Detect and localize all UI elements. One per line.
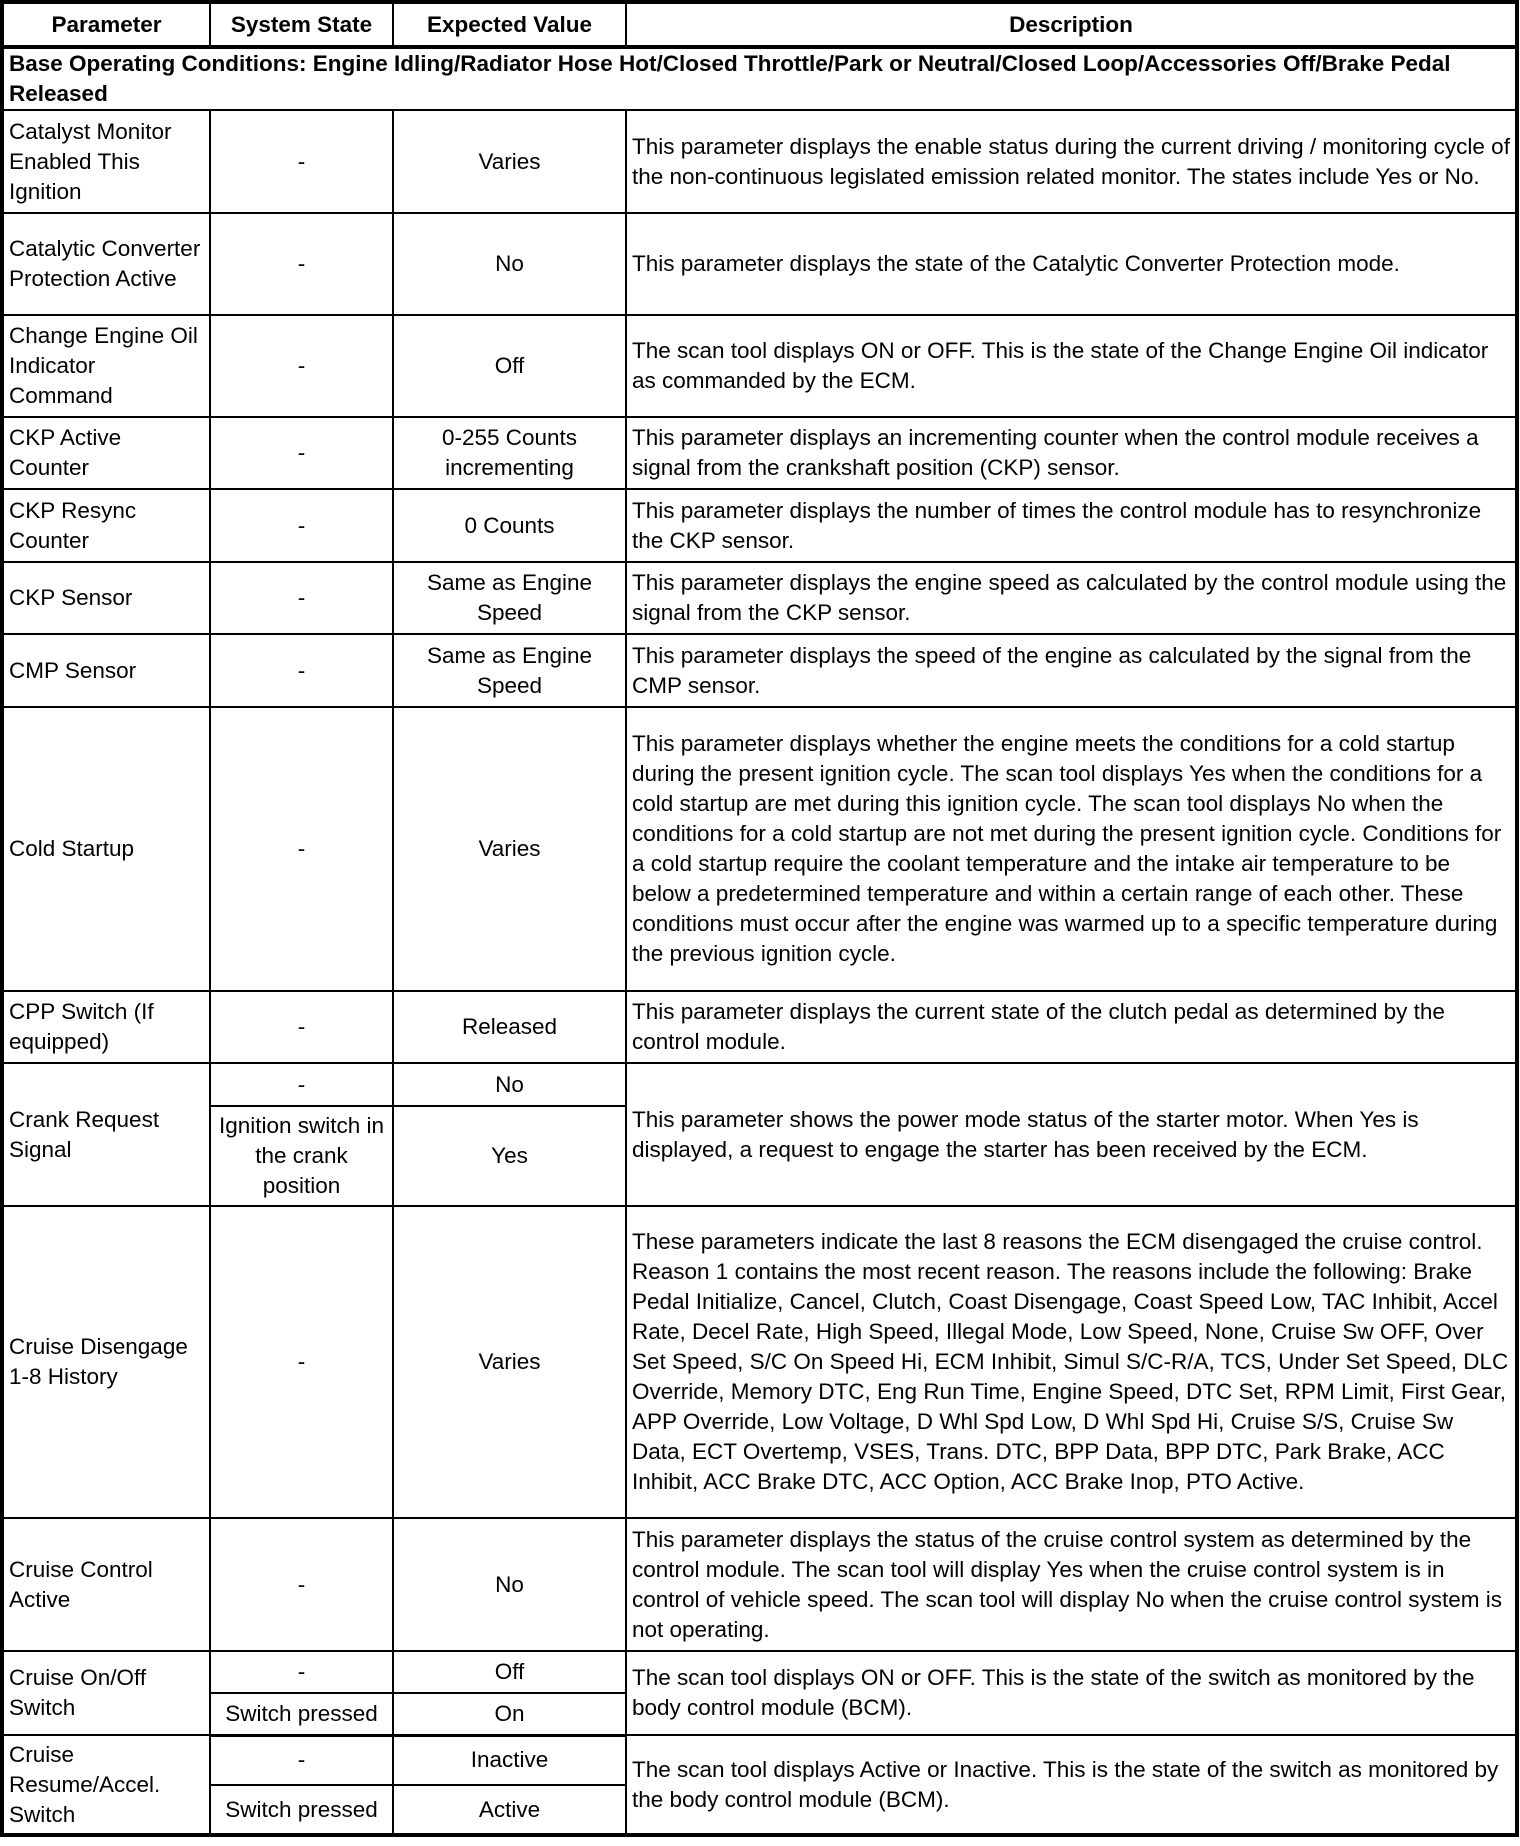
- description-cell: This parameter displays whether the engine meets the conditions for a cold startup during the present ignition cycle. The scan tool displays Yes when the conditions for a cold startup are met during this ignition cycle. The scan tool displays No when the conditions for a cold startup are not met during the present ignition cycle. Conditions for a cold startup require the coolant temperature and the intake air temperature to be below a predetermined temperature and within a certain range of each other. These conditions must occur after the engine was warmed up to a specific temperature during the previous ignition cycle.: [626, 707, 1517, 991]
- system-state-cell: Switch pressed: [210, 1785, 393, 1835]
- description-cell: This parameter displays the enable status during the current driving / monitoring cycle of the non-continuous legislated emission related monitor. The states include Yes or No.: [626, 110, 1517, 213]
- system-state-cell: -: [210, 1651, 393, 1693]
- system-state-cell: -: [210, 562, 393, 634]
- parameter-cell: CKP Resync Counter: [2, 489, 210, 562]
- section-header-row: [2, 47, 1517, 110]
- table-row: [2, 562, 1517, 634]
- header-description: Description: [626, 2, 1517, 47]
- expected-value-cell: Varies: [393, 707, 626, 991]
- table-header-row: [2, 2, 1517, 47]
- description-cell: The scan tool displays ON or OFF. This is the state of the switch as monitored by the body control module (BCM).: [626, 1651, 1517, 1735]
- system-state-cell: -: [210, 1735, 393, 1785]
- parameter-cell: Catalyst Monitor Enabled This Ignition: [2, 110, 210, 213]
- system-state-cell: Switch pressed: [210, 1693, 393, 1735]
- table-row: [2, 213, 1517, 315]
- description-cell: These parameters indicate the last 8 reasons the ECM disengaged the cruise control. Reason 1 contains the most recent reason. The reasons include the following: Brake Pedal Initialize, Cancel, Clutch, Coast Disengage, Coast Speed Low, TAC Inhibit, Accel Rate, Decel Rate, High Speed, Illegal Mode, Low Speed, None, Cruise Sw OFF, Over Set Speed, S/C On Speed Hi, ECM Inhibit, Simul S/C-R/A, TCS, Under Set Speed, DLC Override, Memory DTC, Eng Run Time, Engine Speed, DTC Set, RPM Limit, First Gear, APP Override, Low Voltage, D Whl Spd Low, D Whl Spd Hi, Cruise S/S, Cruise Sw Data, ECT Overtemp, VSES, Trans. DTC, BPP Data, BPP DTC, Park Brake, ACC Inhibit, ACC Brake DTC, ACC Option, ACC Brake Inop, PTO Active.: [626, 1206, 1517, 1518]
- system-state-cell: -: [210, 707, 393, 991]
- expected-value-cell: Same as Engine Speed: [393, 634, 626, 707]
- system-state-cell: -: [210, 1206, 393, 1518]
- parameter-cell: Cruise Control Active: [2, 1518, 210, 1651]
- expected-value-cell: Varies: [393, 110, 626, 213]
- header-parameter: Parameter: [2, 2, 210, 47]
- description-cell: The scan tool displays Active or Inactive. This is the state of the switch as monitored by the body control module (BCM).: [626, 1735, 1517, 1835]
- system-state-cell: -: [210, 1518, 393, 1651]
- expected-value-cell: No: [393, 1518, 626, 1651]
- description-cell: This parameter displays the number of times the control module has to resynchronize the CKP sensor.: [626, 489, 1517, 562]
- parameter-cell: CKP Active Counter: [2, 417, 210, 489]
- base-operating-conditions: Base Operating Conditions: Engine Idling/Radiator Hose Hot/Closed Throttle/Park or Neutral/Closed Loop/Accessories Off/Brake Pedal Released: [2, 47, 1517, 110]
- expected-value-cell: 0 Counts: [393, 489, 626, 562]
- expected-value-cell: Released: [393, 991, 626, 1063]
- system-state-cell: -: [210, 110, 393, 213]
- description-cell: This parameter displays the current state of the clutch pedal as determined by the control module.: [626, 991, 1517, 1063]
- table-row: [2, 707, 1517, 991]
- description-cell: This parameter shows the power mode status of the starter motor. When Yes is displayed, a request to engage the starter has been received by the ECM.: [626, 1063, 1517, 1206]
- header-expected-value: Expected Value: [393, 2, 626, 47]
- table-row: [2, 1518, 1517, 1651]
- parameter-cell: Change Engine Oil Indicator Command: [2, 315, 210, 417]
- expected-value-cell: Off: [393, 1651, 626, 1693]
- system-state-cell: -: [210, 213, 393, 315]
- description-cell: The scan tool displays ON or OFF. This is the state of the Change Engine Oil indicator as commanded by the ECM.: [626, 315, 1517, 417]
- system-state-cell: -: [210, 315, 393, 417]
- system-state-cell: -: [210, 634, 393, 707]
- parameter-cell: CKP Sensor: [2, 562, 210, 634]
- system-state-cell: -: [210, 991, 393, 1063]
- parameter-cell: Cruise Disengage 1-8 History: [2, 1206, 210, 1518]
- description-cell: This parameter displays the engine speed as calculated by the control module using the signal from the CKP sensor.: [626, 562, 1517, 634]
- parameter-cell: CMP Sensor: [2, 634, 210, 707]
- table-row: [2, 1063, 1517, 1106]
- table-row: [2, 1206, 1517, 1518]
- system-state-cell: -: [210, 1063, 393, 1106]
- expected-value-cell: Varies: [393, 1206, 626, 1518]
- parameter-cell: Cruise Resume/Accel. Switch: [2, 1735, 210, 1835]
- parameter-cell: Cold Startup: [2, 707, 210, 991]
- expected-value-cell: Inactive: [393, 1735, 626, 1785]
- expected-value-cell: No: [393, 1063, 626, 1106]
- table-row: [2, 1735, 1517, 1785]
- parameter-cell: Cruise On/Off Switch: [2, 1651, 210, 1735]
- parameter-cell: Catalytic Converter Protection Active: [2, 213, 210, 315]
- header-system-state: System State: [210, 2, 393, 47]
- table-row: [2, 315, 1517, 417]
- system-state-cell: -: [210, 417, 393, 489]
- table-row: [2, 634, 1517, 707]
- expected-value-cell: Yes: [393, 1106, 626, 1206]
- description-cell: This parameter displays an incrementing counter when the control module receives a signal from the crankshaft position (CKP) sensor.: [626, 417, 1517, 489]
- expected-value-cell: Off: [393, 315, 626, 417]
- table-row: [2, 489, 1517, 562]
- parameter-cell: Crank Request Signal: [2, 1063, 210, 1206]
- system-state-cell: Ignition switch in the crank position: [210, 1106, 393, 1206]
- parameter-cell: CPP Switch (If equipped): [2, 991, 210, 1063]
- table-row: [2, 110, 1517, 213]
- expected-value-cell: On: [393, 1693, 626, 1735]
- expected-value-cell: Same as Engine Speed: [393, 562, 626, 634]
- expected-value-cell: 0-255 Counts incrementing: [393, 417, 626, 489]
- description-cell: This parameter displays the status of the cruise control system as determined by the control module. The scan tool will display Yes when the cruise control system is in control of vehicle speed. The scan tool will display No when the cruise control system is not operating.: [626, 1518, 1517, 1651]
- description-cell: This parameter displays the state of the Catalytic Converter Protection mode.: [626, 213, 1517, 315]
- description-cell: This parameter displays the speed of the engine as calculated by the signal from the CMP sensor.: [626, 634, 1517, 707]
- table-row: [2, 991, 1517, 1063]
- table-row: [2, 1651, 1517, 1693]
- expected-value-cell: No: [393, 213, 626, 315]
- expected-value-cell: Active: [393, 1785, 626, 1835]
- system-state-cell: -: [210, 489, 393, 562]
- table-row: [2, 417, 1517, 489]
